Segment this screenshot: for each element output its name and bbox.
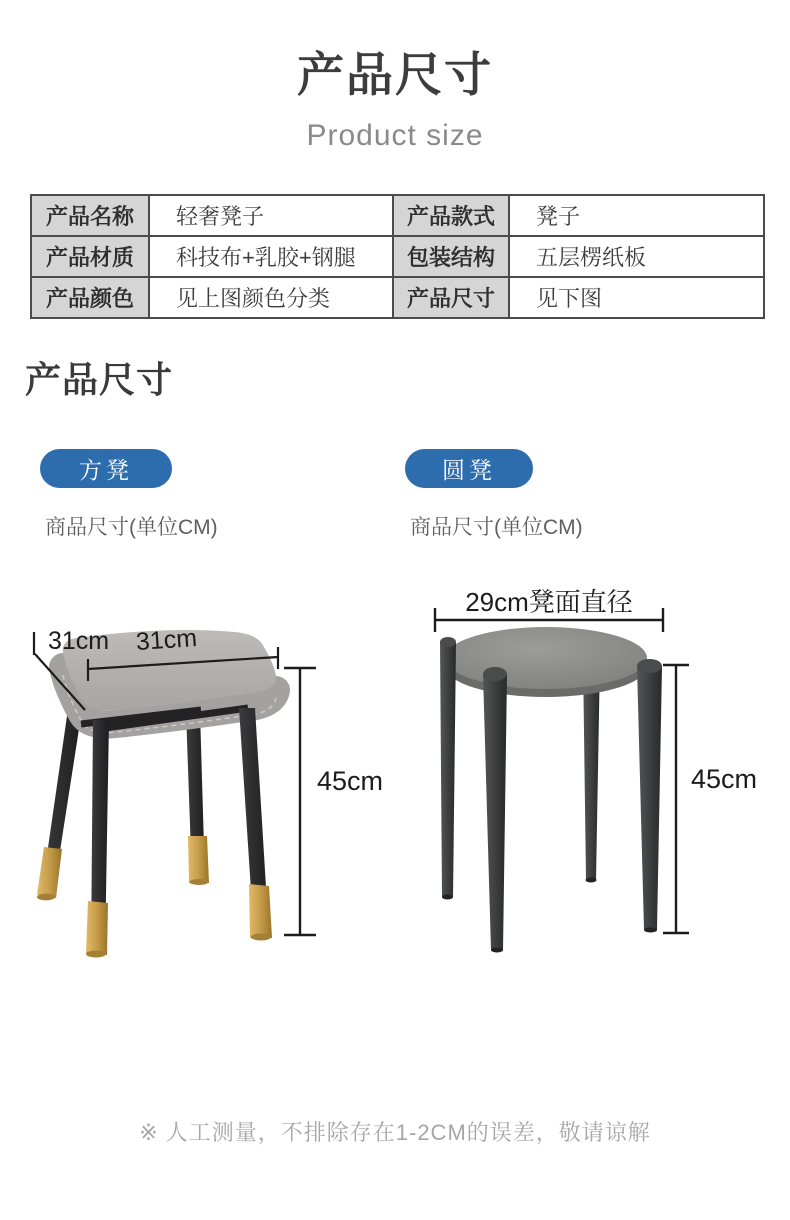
spec-label: 产品款式 [393, 195, 509, 236]
measurement-disclaimer: ※ 人工测量，不排除存在1-2CM的误差，敬请谅解 [139, 1120, 651, 1145]
table-row [31, 277, 764, 318]
height-dimension-label: 45cm [691, 764, 758, 794]
spec-label: 产品尺寸 [393, 277, 509, 318]
spec-label: 产品名称 [31, 195, 149, 236]
square-stool-image [15, 598, 385, 1028]
height-dimension-line [284, 668, 316, 935]
round-seat-top [445, 627, 647, 689]
spec-value: 轻奢凳子 [149, 195, 393, 236]
square-stool-tag-button[interactable]: 方凳 [40, 449, 172, 488]
section-heading: 产品尺寸 [25, 359, 174, 400]
stool-front-legs [86, 708, 272, 958]
height-dimension-line [663, 665, 689, 933]
round-stool-size-note: 商品尺寸(单位CM) [410, 516, 583, 539]
spec-label: 包装结构 [393, 236, 509, 277]
table-row [31, 195, 764, 236]
spec-value: 科技布+乳胶+钢腿 [149, 236, 393, 277]
page-title: 产品尺寸 [297, 48, 493, 101]
page-subtitle: Product size [306, 119, 484, 152]
stool-back-legs [37, 712, 209, 900]
round-stool-tag-button[interactable]: 圆凳 [405, 449, 533, 488]
diameter-dimension-label: 29cm凳面直径 [465, 587, 633, 617]
spec-label: 产品颜色 [31, 277, 149, 318]
depth-dimension-label: 31cm [48, 627, 110, 655]
spec-value: 五层楞纸板 [509, 236, 764, 277]
spec-table [30, 194, 765, 319]
spec-label: 产品材质 [31, 236, 149, 277]
width-dimension-label: 31cm [134, 623, 198, 657]
spec-value: 见下图 [509, 277, 764, 318]
height-dimension-label: 45cm [317, 766, 384, 796]
spec-value: 凳子 [509, 195, 764, 236]
table-row [31, 236, 764, 277]
square-stool-size-note: 商品尺寸(单位CM) [45, 516, 218, 539]
spec-value: 见上图颜色分类 [149, 277, 393, 318]
round-stool-image [395, 578, 775, 1038]
